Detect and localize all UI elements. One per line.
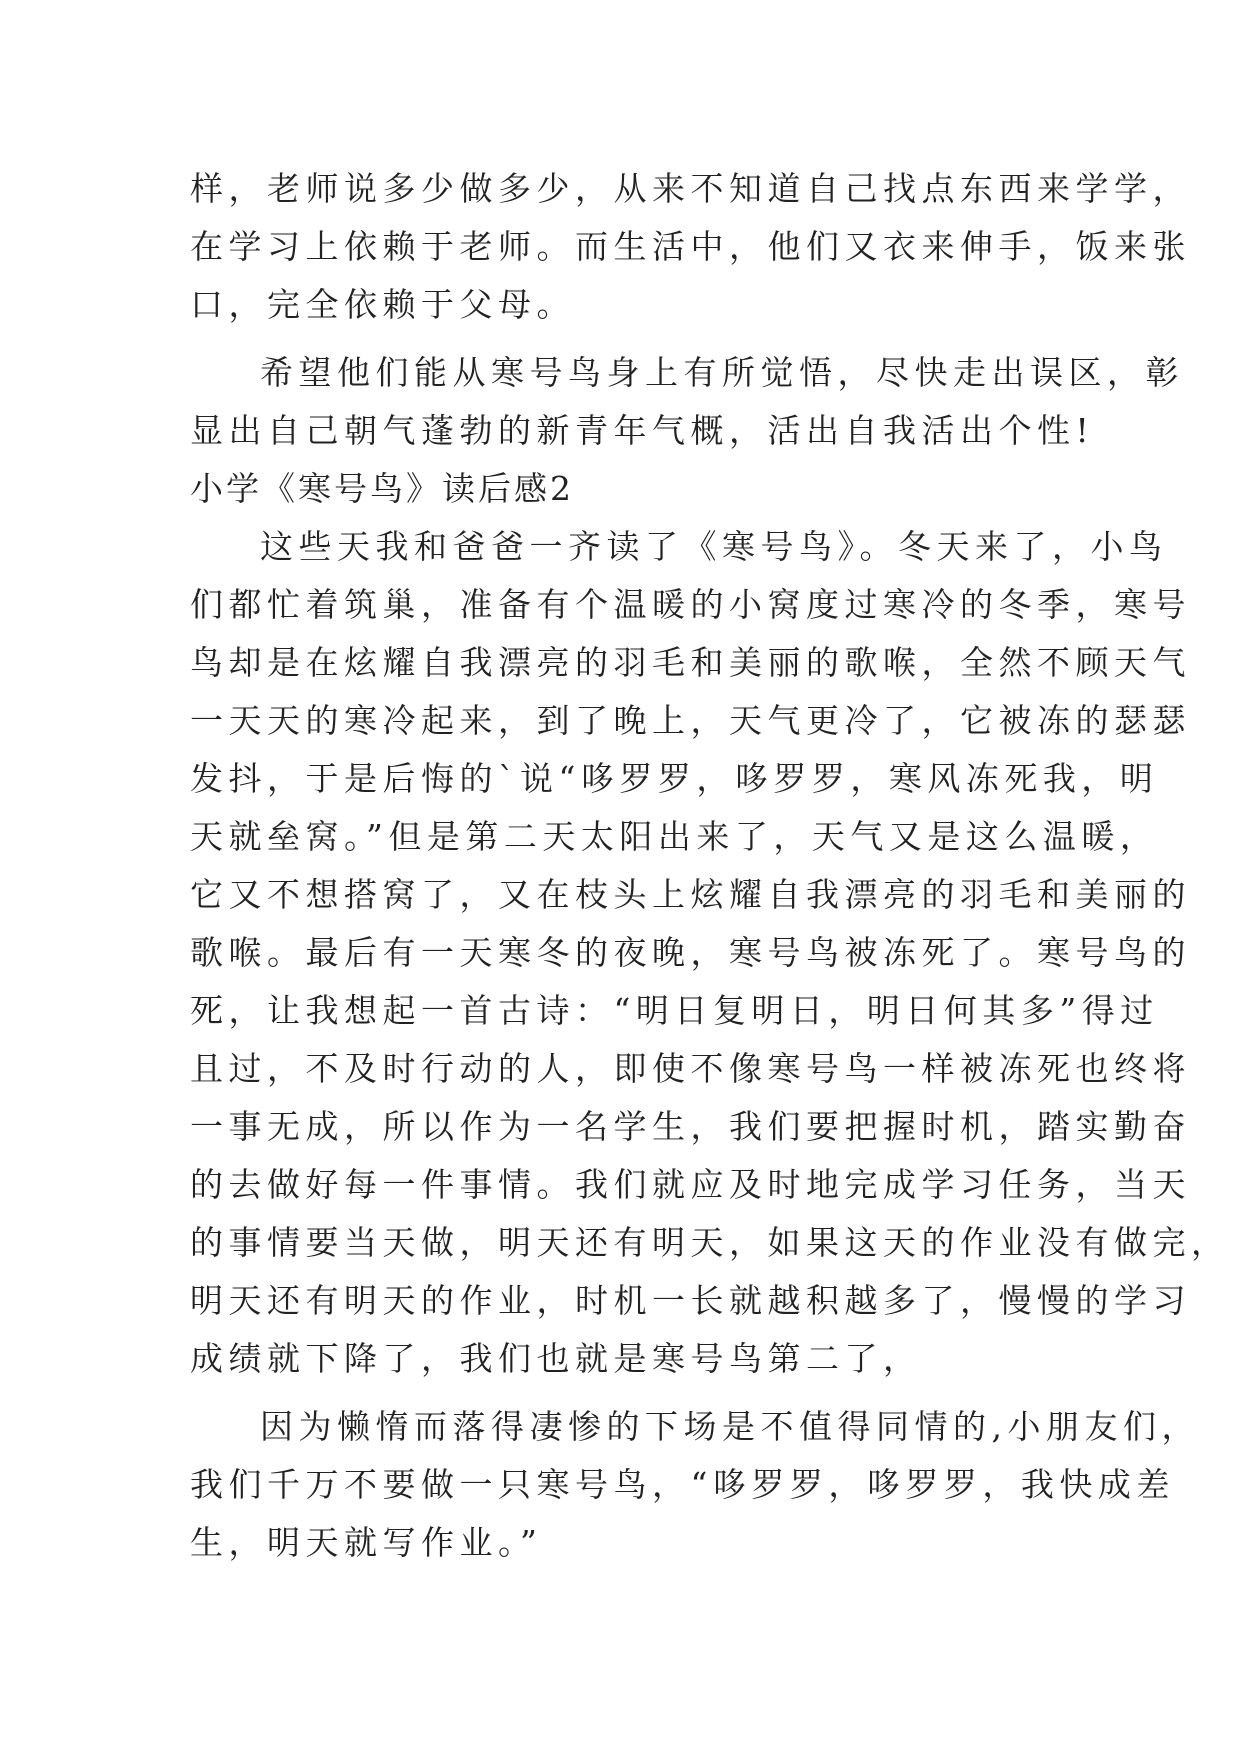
text-line: 成绩就下降了，我们也就是寒号鸟第二了，	[190, 1339, 922, 1378]
text-line: 口，完全依赖于父母。	[190, 285, 575, 324]
text-line: 发抖，于是后悔的`说“哆罗罗，哆罗罗，寒风冻死我，明	[190, 759, 1159, 798]
paragraph-continuation	[190, 160, 1191, 334]
text-line: 鸟却是在炫耀自我漂亮的羽毛和美丽的歌喉，全然不顾天气	[190, 643, 1191, 682]
text-line: 的去做好每一件事情。我们就应及时地完成学习任务，当天	[190, 1165, 1191, 1204]
text-line: 这些天我和爸爸一齐读了《寒号鸟》。冬天来了，小鸟	[260, 527, 1168, 566]
text-line: 它又不想搭窝了，又在枝头上炫耀自我漂亮的羽毛和美丽的	[190, 875, 1191, 914]
text-line: 的事情要当天做，明天还有明天，如果这天的作业没有做完，	[190, 1223, 1230, 1262]
text-line: 显出自己朝气蓬勃的新青年气概，活出自我活出个性!	[190, 411, 1095, 450]
text-line: 死，让我想起一首古诗：“明日复明日，明日何其多”得过	[190, 991, 1159, 1030]
text-line: 且过，不及时行动的人，即使不像寒号鸟一样被冻死也终将	[190, 1049, 1191, 1088]
section-title: 小学《寒号鸟》读后感2	[190, 469, 574, 508]
section-heading	[190, 460, 1070, 518]
text-line: 样，老师说多少做多少，从来不知道自己找点东西来学学，	[190, 169, 1191, 208]
text-line: 一天天的寒冷起来，到了晚上，天气更冷了，它被冻的瑟瑟	[190, 701, 1191, 740]
text-line: 天就垒窝。”但是第二天太阳出来了，天气又是这么温暖，	[190, 817, 1159, 856]
text-line: 因为懒惰而落得凄惨的下场是不值得同情的,小朋友们，	[260, 1407, 1200, 1446]
paragraph-hope	[190, 344, 1184, 460]
paragraph-story	[190, 518, 1230, 1388]
text-line: 我们千万不要做一只寒号鸟，“哆罗罗，哆罗罗，我快成差	[190, 1465, 1175, 1504]
text-line: 在学习上依赖于老师。而生活中，他们又衣来伸手，饭来张	[190, 227, 1191, 266]
document-body	[190, 160, 1230, 1572]
text-line: 明天还有明天的作业，时机一长就越积越多了，慢慢的学习	[190, 1281, 1191, 1320]
text-line: 歌喉。最后有一天寒冬的夜晚，寒号鸟被冻死了。寒号鸟的	[190, 933, 1191, 972]
text-line: 们都忙着筑巢，准备有个温暖的小窝度过寒冷的冬季，寒号	[190, 585, 1191, 624]
text-line: 一事无成，所以作为一名学生，我们要把握时机，踏实勤奋	[190, 1107, 1191, 1146]
text-line: 希望他们能从寒号鸟身上有所觉悟，尽快走出误区，彰	[260, 353, 1184, 392]
paragraph-conclusion	[190, 1398, 1200, 1572]
text-line: 生，明天就写作业。”	[190, 1523, 543, 1562]
